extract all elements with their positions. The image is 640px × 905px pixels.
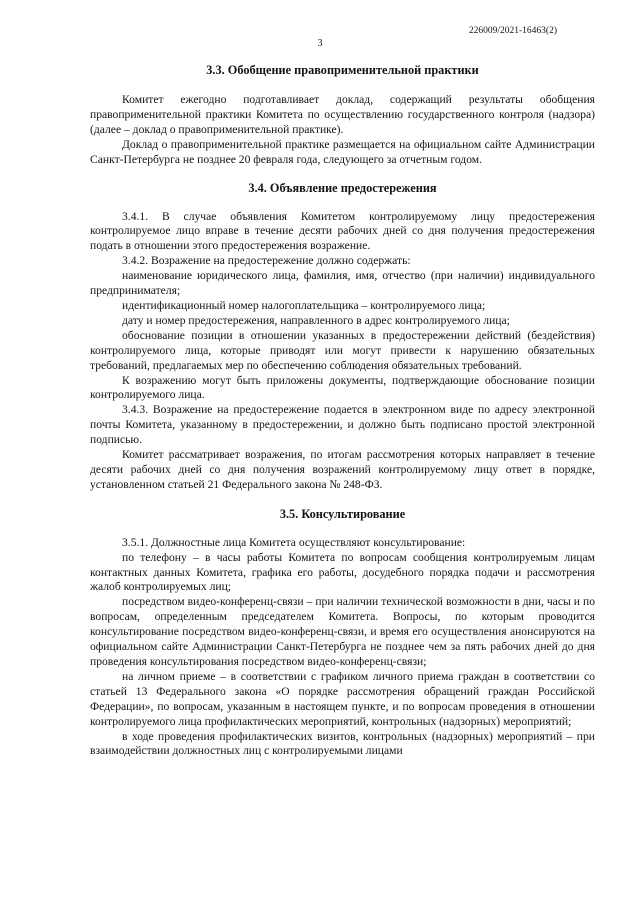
paragraph: на личном приеме – в соответствии с графиком личного приема граждан в соответствии со статьей 13 Федерального закона «О порядке рассмотрения обращений граждан Российской Федерации», по вопросам, указанным в настоящем пункте, и по вопросам проведения в отношении контролируемого лица профилактических мероприятий, контрольных (надзорных) мероприятий; [90, 669, 595, 728]
paragraph: посредством видео-конференц-связи – при наличии технической возможности в дни, часы и по вопросам, определенным председателем Комитета. Вопросы, по которым проводится консультирование посредством видео-конференц-связи, и время его осуществления анонсируются на официальном сайте Администрации Санкт-Петербурга не позднее чем за пять рабочих дней до дня проведения консультирования посредством видео-конференц-связи; [90, 595, 595, 668]
paragraph: обоснование позиции в отношении указанных в предостережении действий (бездействия) контролируемого лица, которые приводят или могут привести к нарушению обязательных требований, предлагаемых мер по обеспечению соблюдения обязательных требований. [90, 328, 595, 372]
section-heading: 3.3. Обобщение правоприменительной практики [206, 63, 479, 77]
paragraph: по телефону – в часы работы Комитета по вопросам сообщения контролируемым лицам контактных данных Комитета, графика его работы, досудебного порядка подачи и рассмотрения жалоб контролируемых лиц; [90, 550, 595, 594]
paragraph: в ходе проведения профилактических визитов, контрольных (надзорных) мероприятий – при взаимодействии должностных лиц с контролируемыми лицами [90, 729, 595, 758]
paragraph: идентификационный номер налогоплательщика – контролируемого лица; [122, 298, 486, 312]
paragraph: 3.4.1. В случае объявления Комитетом контролируемому лицу предостережения контролируемое лицо вправе в течение десяти рабочих дней со дня получения предостережения подать в отношении этого предостережения возражение. [90, 209, 595, 253]
paragraph: 3.4.3. Возражение на предостережение подается в электронном виде по адресу электронной почты Комитета, указанному в предостережении, и должно быть подписано простой электронной подписью. [90, 403, 595, 447]
paragraph: Комитет рассматривает возражения, по итогам рассмотрения которых направляет в течение десяти рабочих дней со дня получения возражений контролируемому лицу ответ в порядке, установленном статьей 21 Федерального закона № 248-ФЗ. [90, 448, 595, 491]
paragraph: К возражению могут быть приложены документы, подтверждающие обоснование позиции контролируемого лица. [90, 373, 595, 402]
paragraph: 3.4.2. Возражение на предостережение должно содержать: [122, 254, 411, 268]
paragraph: дату и номер предостережения, направленного в адрес контролируемого лица; [122, 313, 510, 327]
paragraph: Комитет ежегодно подготавливает доклад, содержащий результаты обобщения правоприменительной практики Комитета по осуществлению государственного контроля (надзора) (далее – доклад о правоприменительной практике). [90, 93, 595, 136]
paragraph: Доклад о правоприменительной практике размещается на официальном сайте Администрации Санкт-Петербурга не позднее 20 февраля года, следующего за отчетным годом. [90, 137, 595, 166]
section-heading: 3.4. Объявление предостережения [248, 180, 437, 195]
page-number: 3 [317, 38, 323, 49]
paragraph: наименование юридического лица, фамилия, имя, отчество (при наличии) индивидуального предпринимателя; [90, 269, 595, 298]
document-number: 226009/2021-16463(2) [468, 26, 557, 36]
section-heading: 3.5. Консультирование [279, 506, 406, 521]
paragraph: 3.5.1. Должностные лица Комитета осуществляют консультирование: [122, 535, 466, 549]
document-body [90, 63, 595, 759]
